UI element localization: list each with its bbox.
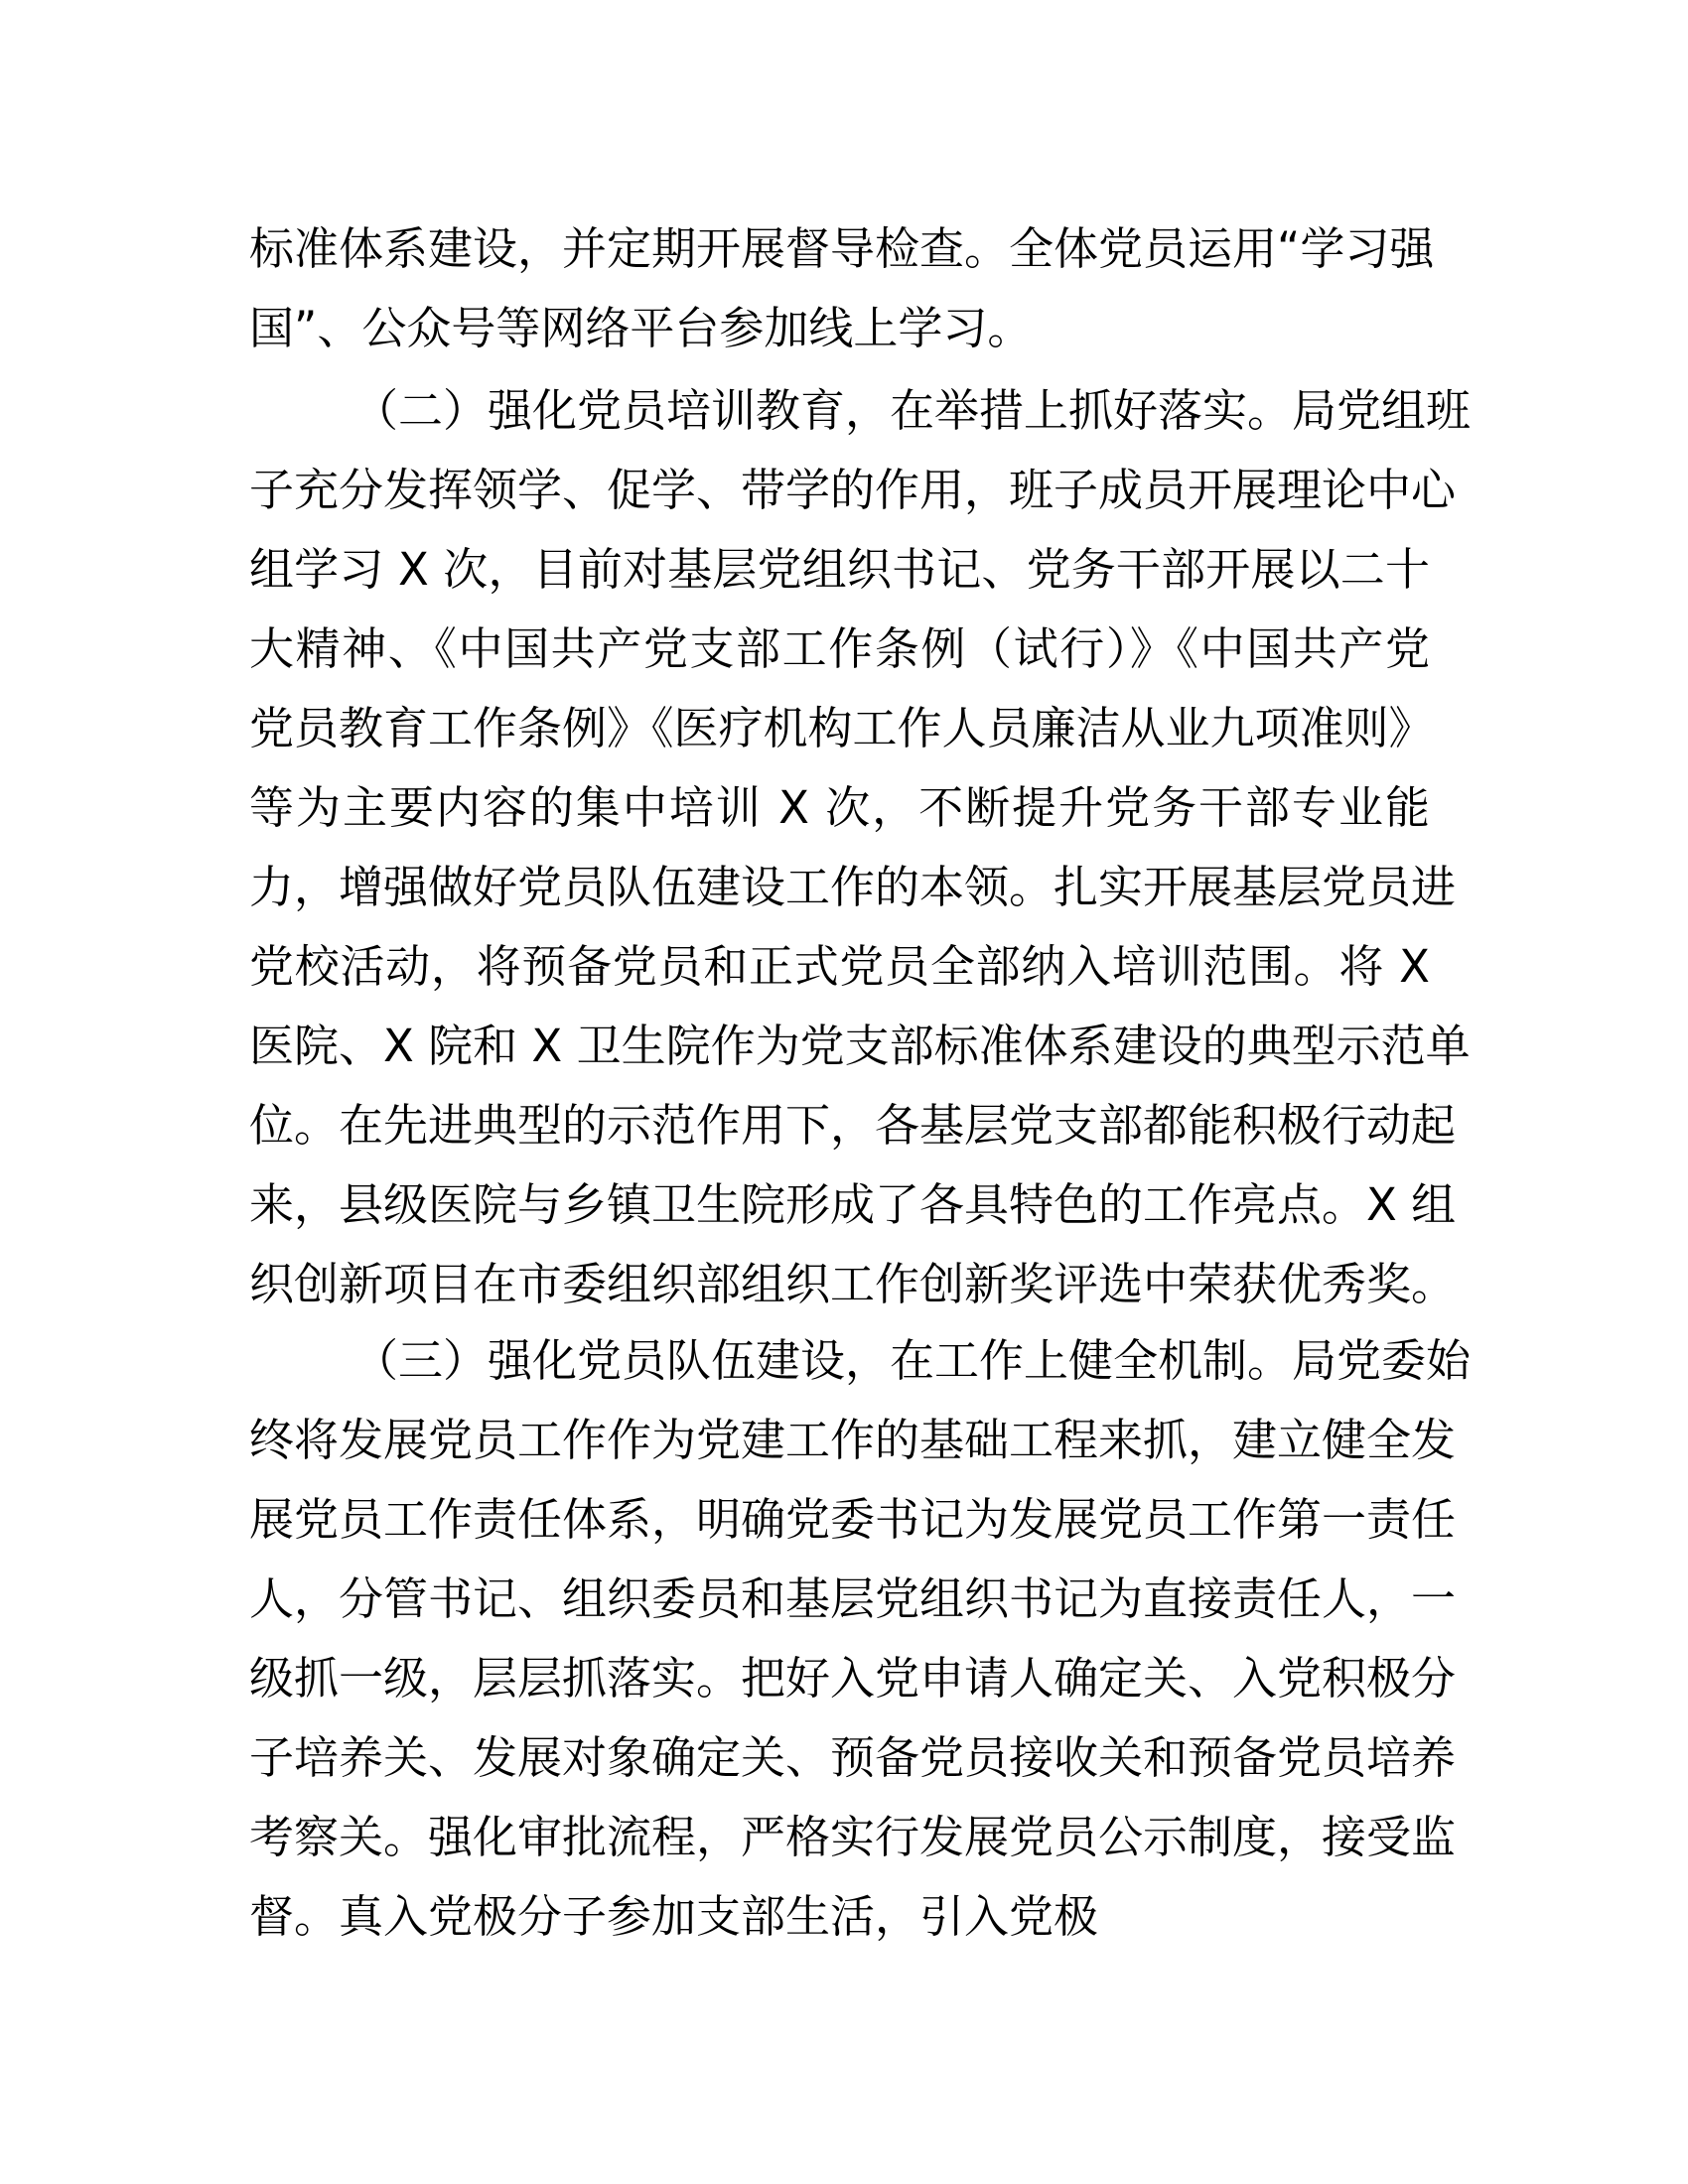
text-line: 织创新项目在市委组织部组织工作创新奖评选中荣获优秀奖。	[249, 1258, 1457, 1310]
text-line: 督。真入党极分子参加支部生活，引入党极	[249, 1890, 1099, 1943]
text-line: 考察关。强化审批流程，严格实行发展党员公示制度，接受监	[249, 1811, 1457, 1863]
text-line: 子充分发挥领学、促学、带学的作用，班子成员开展理论中心	[249, 464, 1457, 516]
text-line: 国”、公众号等网络平台参加线上学习。	[249, 302, 1033, 354]
text-line: 标准体系建设，并定期开展督导检查。全体党员运用“学习强	[249, 222, 1435, 275]
text-line: 级抓一级，层层抓落实。把好入党申请人确定关、入党积极分	[249, 1652, 1457, 1705]
text-line: 展党员工作责任体系，明确党委书记为发展党员工作第一责任	[249, 1493, 1457, 1546]
text-line: 力，增强做好党员队伍建设工作的本领。扎实开展基层党员进	[249, 861, 1457, 913]
text-line: 位。在先进典型的示范作用下，各基层党支部都能积极行动起	[249, 1099, 1457, 1152]
text-line: （二）强化党员培训教育，在举措上抓好落实。局党组班	[353, 384, 1472, 437]
text-line: 组学习 X 次，目前对基层党组织书记、党务干部开展以二十	[249, 543, 1430, 596]
paragraph-3	[249, 1321, 1472, 1957]
text-line: 医院、X 院和 X 卫生院作为党支部标准体系建设的典型示范单	[249, 1020, 1471, 1072]
text-line: 终将发展党员工作作为党建工作的基础工程来抓，建立健全发	[249, 1414, 1457, 1466]
text-line: （三）强化党员队伍建设，在工作上健全机制。局党委始	[353, 1334, 1472, 1387]
text-line: 党员教育工作条例》《医疗机构工作人员廉洁从业九项准则》	[249, 702, 1434, 754]
text-line: 大精神、《中国共产党支部工作条例（试行）》《中国共产党	[249, 622, 1430, 675]
paragraph-1	[249, 209, 1435, 368]
text-line: 等为主要内容的集中培训 X 次，不断提升党务干部专业能	[249, 781, 1430, 834]
text-line: 来，县级医院与乡镇卫生院形成了各具特色的工作亮点。X 组	[249, 1178, 1457, 1231]
paragraph-2	[249, 371, 1472, 1324]
text-line: 人，分管书记、组织委员和基层党组织书记为直接责任人，一	[249, 1572, 1457, 1625]
text-line: 党校活动，将预备党员和正式党员全部纳入培训范围。将 X	[249, 940, 1430, 993]
text-line: 子培养关、发展对象确定关、预备党员接收关和预备党员培养	[249, 1731, 1457, 1784]
